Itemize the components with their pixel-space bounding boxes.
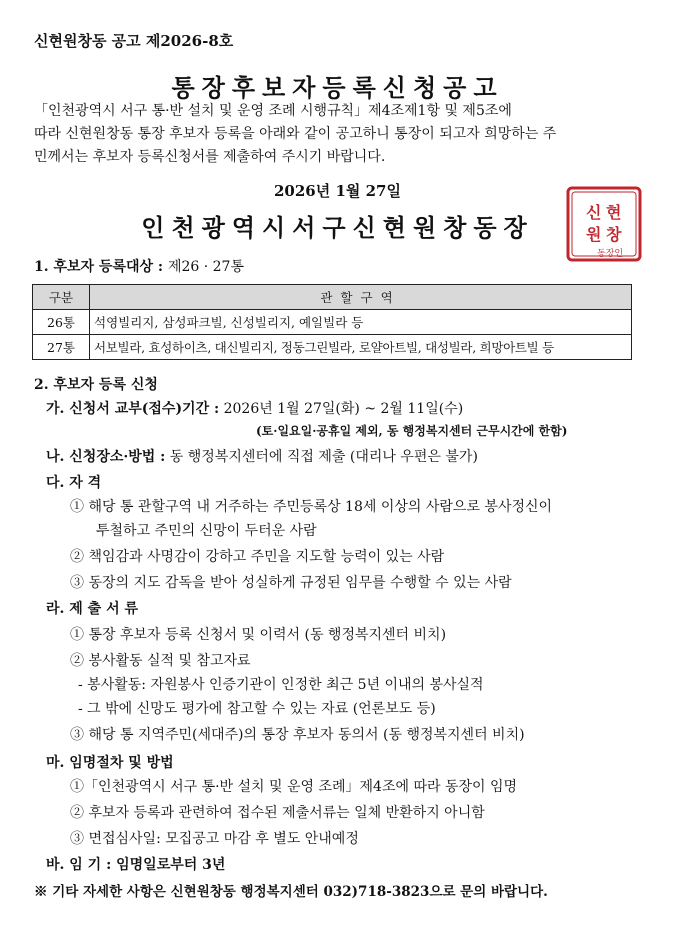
- table-row: [33, 335, 632, 360]
- section-1-value: 제26 · 27통: [167, 259, 244, 275]
- notice-date: 2026년 1월 27일: [274, 182, 401, 200]
- application-period-note: (토·일요일·공휴일 제외, 동 행정복지센터 근무시간에 한함): [256, 424, 568, 438]
- application-place: [46, 446, 478, 466]
- application-place-label: 나. 신청장소·방법 :: [46, 449, 166, 465]
- svg-text:현: 현: [606, 203, 622, 222]
- section-2-heading: 2. 후보자 등록 신청: [34, 377, 158, 393]
- table-cell: 27통: [33, 335, 90, 360]
- application-period: [46, 398, 463, 418]
- issuing-office: 인천광역시서구신현원창동장: [141, 213, 534, 242]
- documents-item: ① 통장 후보자 등록 신청서 및 이력서 (동 행정복지센터 비치): [70, 627, 447, 643]
- svg-text:동장인: 동장인: [597, 249, 624, 259]
- appointment-heading: 마. 임명절차 및 방법: [46, 755, 174, 771]
- intro-line: 따라 신현원창동 통장 후보자 등록을 아래와 같이 공고하니 통장이 되고자 희망하는 주: [34, 126, 557, 142]
- qualification-heading: 다. 자 격: [46, 475, 102, 491]
- section-1-heading: [34, 256, 244, 276]
- section-1-label: 1. 후보자 등록대상 :: [34, 259, 164, 275]
- svg-text:원: 원: [586, 225, 602, 244]
- notice-title: 통장후보자등록신청공고: [171, 73, 504, 102]
- intro-paragraph: [34, 100, 634, 169]
- table-header-area: 관할구역: [90, 285, 632, 310]
- intro-line: 「인천광역시 서구 통·반 설치 및 운영 조례 시행규칙」제4조제1항 및 제5조에: [34, 103, 512, 119]
- official-seal-stamp: [564, 184, 644, 264]
- appointment-item: ③ 면접심사일: 모집공고 마감 후 별도 안내예정: [70, 831, 359, 847]
- intro-line: 민께서는 후보자 등록신청서를 제출하여 주시기 바랍니다.: [34, 149, 386, 165]
- documents-item: ② 봉사활동 실적 및 참고자료: [70, 653, 251, 669]
- documents-subitem: - 그 밖에 신망도 평가에 참고할 수 있는 자료 (언론보도 등): [78, 701, 436, 717]
- table-cell: 석영빌리지, 삼성파크빌, 신성빌리지, 예일빌라 등: [90, 310, 632, 335]
- jurisdiction-table: [32, 284, 632, 360]
- qualification-item: ② 책임감과 사명감이 강하고 주민을 지도할 능력이 있는 사람: [70, 549, 445, 565]
- documents-item: ③ 해당 통 지역주민(세대주)의 통장 후보자 동의서 (동 행정복지센터 비치): [70, 727, 525, 743]
- svg-text:창: 창: [606, 225, 622, 244]
- application-period-label: 가. 신청서 교부(접수)기간 :: [46, 401, 220, 417]
- application-period-value: 2026년 1월 27일(화) ~ 2월 11일(수): [223, 401, 464, 417]
- term-value: 임명일로부터 3년: [116, 857, 226, 873]
- documents-subitem: - 봉사활동: 자원봉사 인증기관이 인정한 최근 5년 이내의 봉사실적: [78, 677, 484, 693]
- term-of-office: [46, 854, 225, 874]
- notice-reference-number: 신현원창동 공고 제2026-8호: [34, 32, 234, 50]
- table-row: [33, 310, 632, 335]
- table-header-row: [33, 285, 632, 310]
- appointment-item: ①「인천광역시 서구 통·반 설치 및 운영 조례」제4조에 따라 동장이 임명: [70, 779, 518, 795]
- documents-heading: 라. 제 출 서 류: [46, 601, 138, 617]
- svg-text:신: 신: [586, 203, 602, 222]
- qualification-item: ① 해당 통 관할구역 내 거주하는 주민등록상 18세 이상의 사람으로 봉사정신이: [70, 499, 553, 515]
- term-label: 바. 임 기 :: [46, 857, 112, 873]
- table-header-category: 구분: [33, 285, 90, 310]
- qualification-item: ③ 동장의 지도 감독을 받아 성실하게 규정된 임무를 수행할 수 있는 사람: [70, 575, 512, 591]
- application-place-value: 동 행정복지센터에 직접 제출 (대리나 우편은 불가): [169, 449, 478, 465]
- table-cell: 26통: [33, 310, 90, 335]
- contact-footer: ※ 기타 자세한 사항은 신현원창동 행정복지센터 032)718-3823으로 문의 바랍니다.: [34, 884, 548, 900]
- table-cell: 서보빌라, 효성하이츠, 대신빌리지, 정동그린빌라, 로얄아트빌, 대성빌라, 희망아트빌 등: [90, 335, 632, 360]
- qualification-item: 투철하고 주민의 신망이 두터운 사람: [96, 523, 317, 539]
- appointment-item: ② 후보자 등록과 관련하여 접수된 제출서류는 일체 반환하지 아니함: [70, 805, 485, 821]
